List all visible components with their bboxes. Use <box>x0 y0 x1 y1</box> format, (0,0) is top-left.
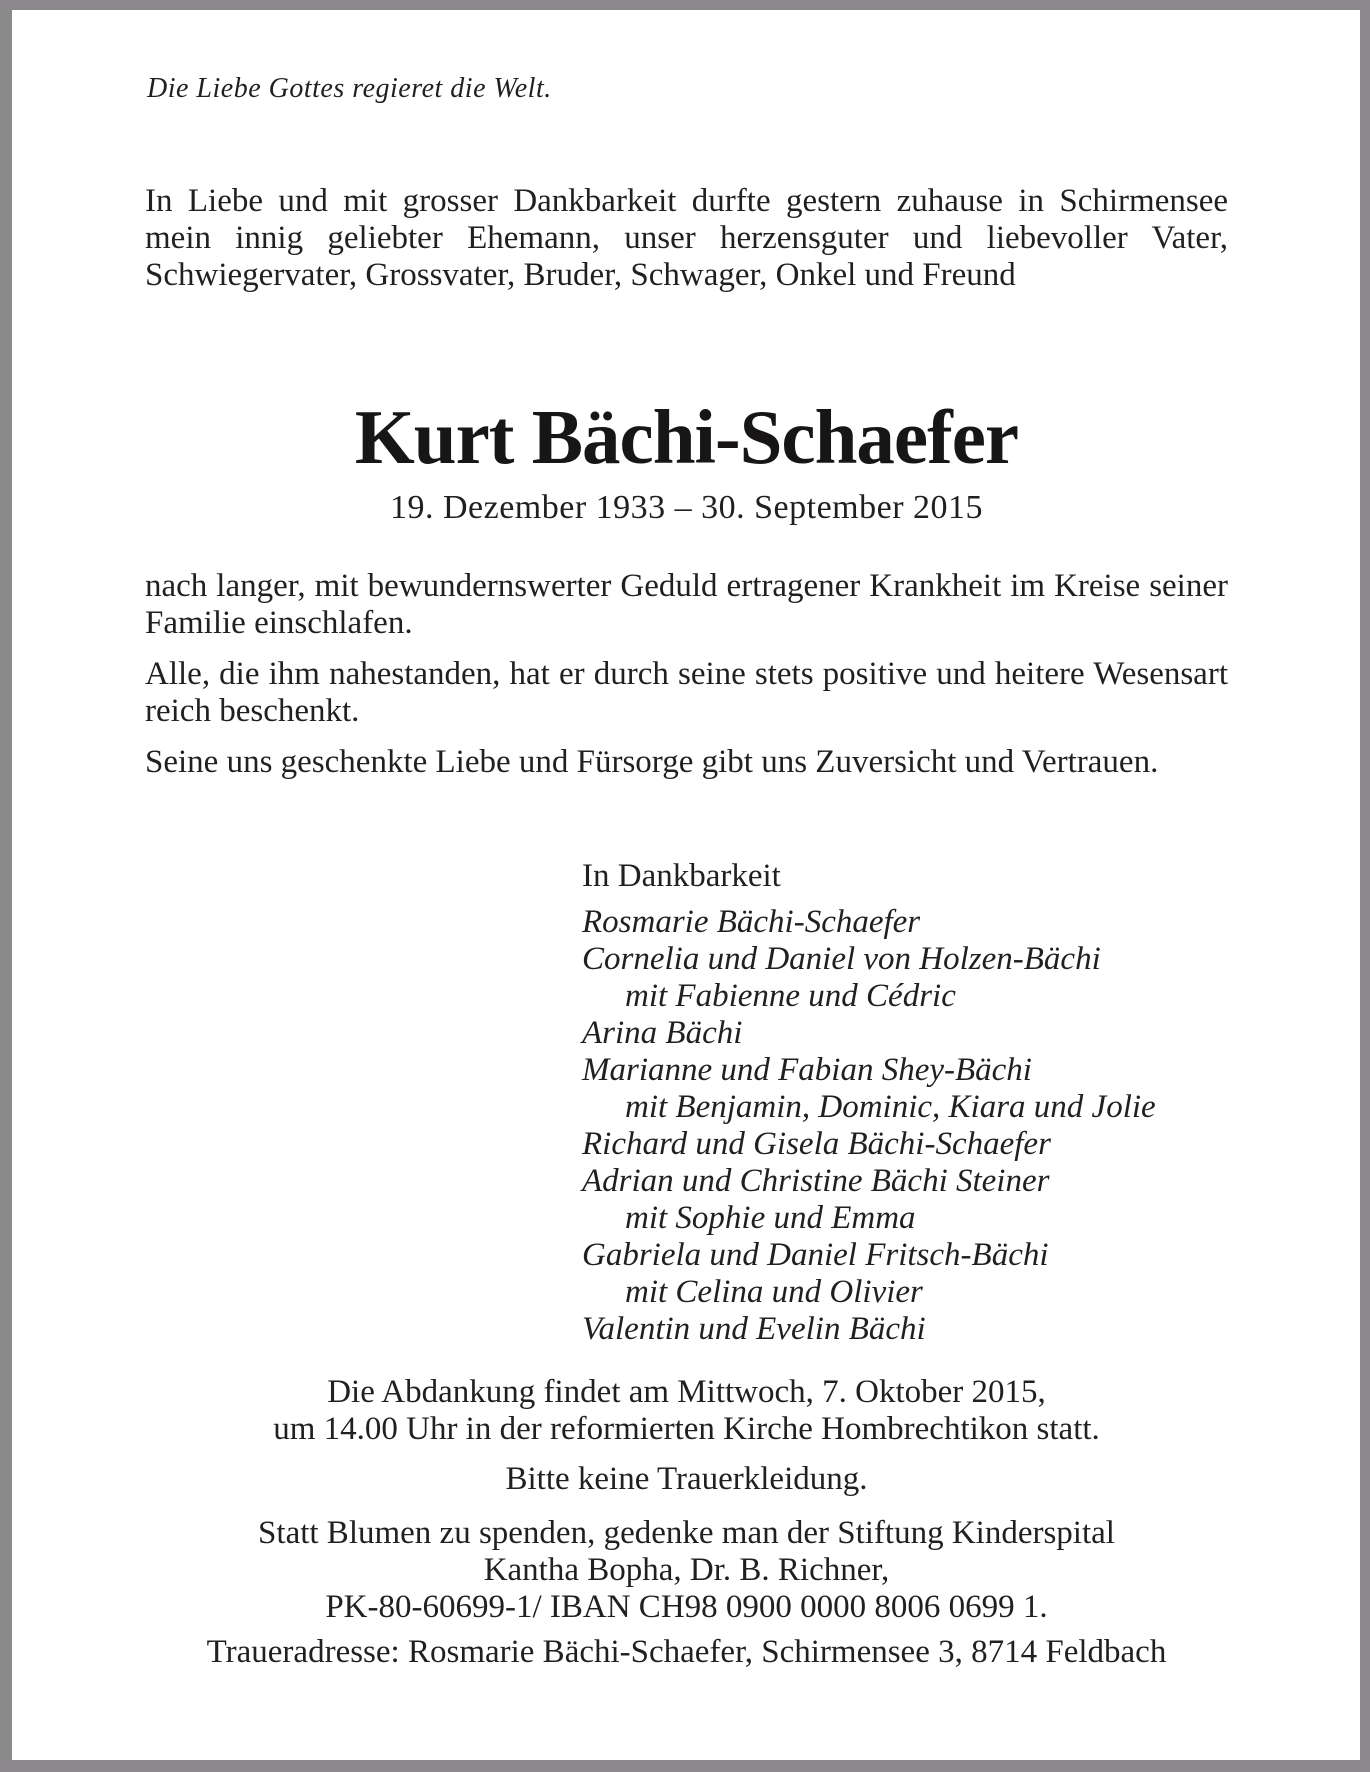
body-paragraph: nach langer, mit bewundernswerter Geduld ertragener Krankheit im Kreise seiner Familie einschlafen. <box>145 568 1228 641</box>
mourner-line: mit Fabienne und Cédric <box>625 978 956 1014</box>
ceremony-line: um 14.00 Uhr in der reformierten Kirche Hombrechtikon statt. <box>273 1411 1100 1447</box>
mourning-address: Traueradresse: Rosmarie Bächi-Schaefer, Schirmensee 3, 8714 Feldbach <box>206 1634 1167 1670</box>
mourner-line: Richard und Gisela Bächi-Schaefer <box>582 1126 1051 1162</box>
gratitude-section <box>582 858 1232 1348</box>
donation-line: Statt Blumen zu spenden, gedenke man der Stiftung Kinderspital <box>258 1515 1115 1551</box>
mourner-line: Marianne und Fabian Shey-Bächi <box>582 1052 1032 1088</box>
body-paragraph: Seine uns geschenkte Liebe und Fürsorge gibt uns Zuversicht und Vertrauen. <box>145 744 1159 780</box>
mourner-line: mit Sophie und Emma <box>625 1200 916 1236</box>
body-paragraph: Alle, die ihm nahestanden, hat er durch seine stets positive und heitere Wesensart reich beschenkt. <box>145 656 1228 729</box>
deceased-name: Kurt Bächi-Schaefer <box>354 394 1019 480</box>
mourner-line: Valentin und Evelin Bächi <box>582 1311 926 1347</box>
donation-details <box>145 1515 1228 1626</box>
dress-code-note: Bitte keine Trauerkleidung. <box>505 1461 868 1497</box>
intro-paragraph: In Liebe und mit grosser Dankbarkeit durfte gestern zuhause in Schirmensee mein innig geliebter Ehemann, unser herzensguter und liebevoller Vater, Schwiegervater, Grossvater, Bruder, Schwager, Onkel und Freund <box>145 183 1228 293</box>
epigraph-text: Die Liebe Gottes regieret die Welt. <box>147 73 552 104</box>
mourner-line: mit Celina und Olivier <box>625 1274 923 1310</box>
body-paragraphs <box>145 568 1228 795</box>
ceremony-line: Die Abdankung findet am Mittwoch, 7. Oktober 2015, <box>327 1374 1046 1410</box>
mourner-line: Adrian und Christine Bächi Steiner <box>582 1163 1050 1199</box>
life-dates: 19. Dezember 1933 – 30. September 2015 <box>389 489 984 526</box>
mourner-line: Rosmarie Bächi-Schaefer <box>582 904 921 940</box>
mourners-list <box>582 904 1232 1348</box>
ceremony-details <box>145 1374 1228 1448</box>
donation-line: PK-80-60699-1/ IBAN CH98 0900 0000 8006 0699 1. <box>325 1589 1048 1625</box>
mourner-line: Gabriela und Daniel Fritsch-Bächi <box>582 1237 1049 1273</box>
mourner-line: Arina Bächi <box>582 1015 743 1051</box>
donation-line: Kantha Bopha, Dr. B. Richner, <box>483 1552 890 1588</box>
gratitude-heading: In Dankbarkeit <box>582 858 781 894</box>
mourner-line: mit Benjamin, Dominic, Kiara und Jolie <box>625 1089 1156 1125</box>
mourner-line: Cornelia und Daniel von Holzen-Bächi <box>582 941 1101 977</box>
